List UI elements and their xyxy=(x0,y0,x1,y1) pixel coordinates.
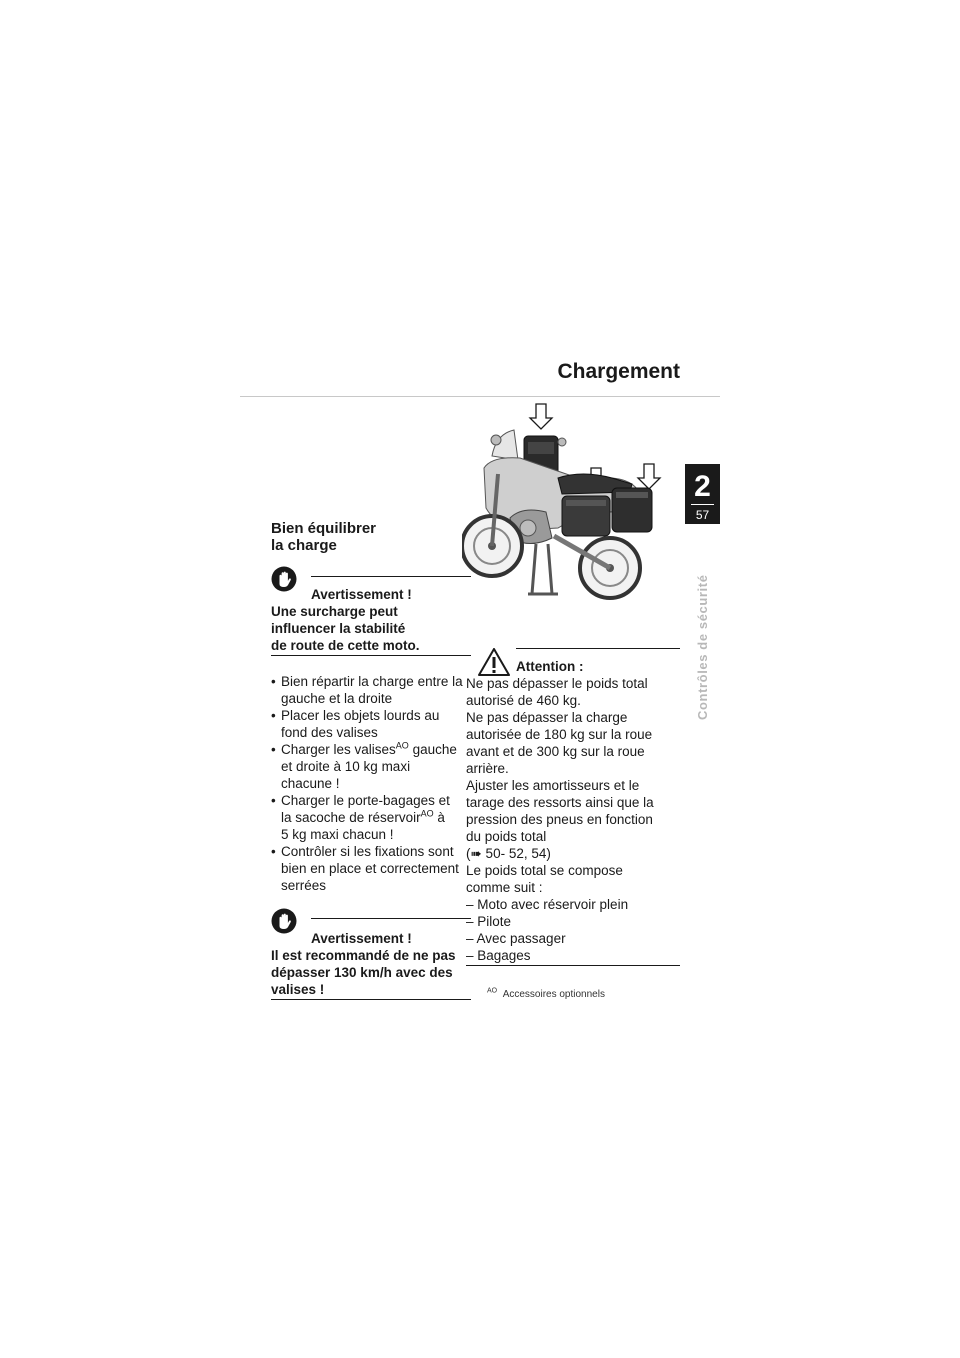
header-rule xyxy=(240,396,720,397)
warning-title-2: Avertissement ! xyxy=(311,931,412,946)
attention-title: Attention : xyxy=(516,659,584,674)
footnote-marker: AO xyxy=(487,987,498,995)
attention-text: Ne pas dépasser le poids total autorisé de 460 kg. Ne pas dépasser la charge autorisée de 180 kg sur la roue avant et de 300 kg sur la roue arrière. Ajuster les amortisseurs et le tarage des ressorts ainsi que la pression des pneus en fonction du poids total (➠ 50- 52, 54) Le poids total se compose comme suit : – Moto avec réservoir plein – Pilote – Avec passager – Bagages xyxy=(466,676,654,963)
chapter-number: 2 xyxy=(694,470,711,503)
warning-rule-top xyxy=(311,918,471,919)
warning-rule-top xyxy=(311,576,471,577)
footnote-text: Accessoires optionnels xyxy=(502,989,605,1000)
list-item: • Bien répartir la charge entre la gauche et la droite xyxy=(271,673,471,707)
warning-1-line-1: Une surcharge peut xyxy=(271,604,398,619)
warning-title-1: Avertissement ! xyxy=(311,587,412,602)
warning-text-2 xyxy=(271,947,476,998)
list-item: • Charger le porte-bagages et la sacoche de réservoir$^{AO}$ à 5 kg maxi chacun ! xyxy=(271,792,471,843)
attention-rule-bottom xyxy=(466,965,680,966)
load-arrow-icon xyxy=(530,404,552,429)
warning-1-line-2: influencer la stabilité xyxy=(271,621,406,636)
section-heading xyxy=(271,520,471,554)
warning-text-1 xyxy=(271,603,471,654)
section-label: Contrôles de sécurité xyxy=(695,574,710,720)
footnote xyxy=(487,989,605,1000)
bullet-list xyxy=(271,673,471,894)
warning-1-line-3: de route de cette moto. xyxy=(271,638,420,653)
warning-rule-bottom xyxy=(271,655,471,656)
list-item: • Contrôler si les fixations sont bien en place et correctement serrées xyxy=(271,843,471,894)
tab-divider xyxy=(691,504,714,505)
page-number: 57 xyxy=(695,508,710,522)
page-title: Chargement xyxy=(557,360,680,383)
warning-2-line-3: valises ! xyxy=(271,982,325,997)
list-item: • Charger les valises$^{AO}$ gauche et droite à 10 kg maxi chacune ! xyxy=(271,741,471,792)
list-item: • Placer les objets lourds au fond des valises xyxy=(271,707,471,741)
warning-rule-bottom xyxy=(271,999,471,1000)
heading-line-2: la charge xyxy=(271,537,337,554)
warning-triangle-icon xyxy=(478,648,510,676)
load-arrow-icon xyxy=(638,464,660,489)
warning-2-line-2: dépasser 130 km/h avec des xyxy=(271,965,453,980)
hand-stop-icon xyxy=(271,566,297,592)
motorcycle-loading-illustration xyxy=(462,398,680,612)
attention-rule-top xyxy=(516,648,680,649)
warning-2-line-1: Il est recommandé de ne pas xyxy=(271,948,456,963)
heading-line-1: Bien équilibrer xyxy=(271,520,377,537)
hand-stop-icon xyxy=(271,908,297,934)
